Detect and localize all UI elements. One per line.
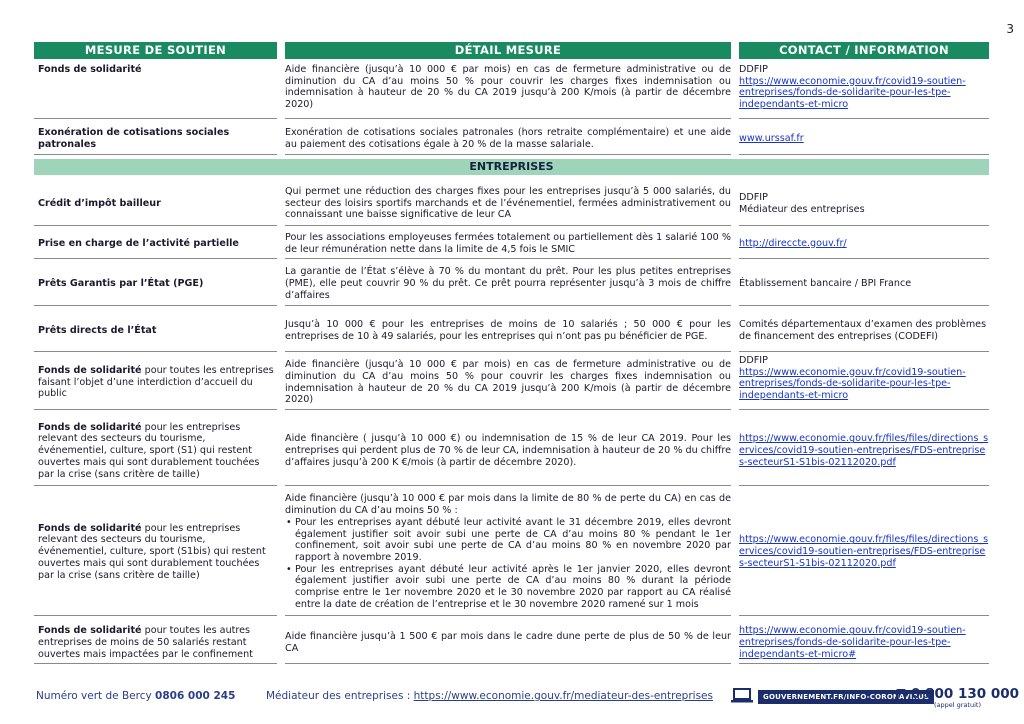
table-row [34,622,989,664]
detail-cell: Aide financière jusqu’à 1 500 € par mois dans le cadre dune perte de plus de 50 % de leur CA [285,631,731,654]
phone-number: 0 800 130 000 [911,686,1020,702]
mesure-cell: Fonds de solidarité pour toutes les autres entreprises de moins de 50 salariés restant ouvertes mais impactées par le confinement [38,625,253,660]
contact-cell: Établissement bancaire / BPI France [739,278,912,290]
table-row [34,355,989,410]
fonds-solidarite-link[interactable]: https://www.economie.gouv.fr/covid19-soutien-entreprises/fonds-de-solidarite-pour-les-tpe-independants-et-micro [739,366,966,402]
table-row [34,309,989,352]
detail-cell: Aide financière (jusqu’à 10 000 € par mois) en cas de fermeture administrative ou de diminution du CA d’au moins 50 % pour couvrir les charges fixes indemnisation ou indemnisation à hauteur de 20 % du CA 2019 jusqu’à 200 K/mois (à partir de décembre 2020) [285,359,731,406]
contact-cell: DDFIP Médiateur des entreprises [739,191,865,215]
detail-cell: Aide financière (jusqu’à 10 000 € par mois) en cas de fermeture administrative ou de diminution du CA d’au moins 50 % pour couvrir les charges fixes indemnisation ou indemnisation à hauteur de 20 % du CA 2019 jusqu’à 200 K/mois (à partir de décembre 2020) [285,64,731,111]
urssaf-link[interactable]: www.urssaf.fr [739,132,804,144]
fonds-solidarite-link[interactable]: https://www.economie.gouv.fr/covid19-soutien-entreprises/fonds-de-solidarite-pour-les-tpe-independants-et-micro# [739,625,966,660]
header-contact: CONTACT / INFORMATION [739,42,989,59]
detail-cell: La garantie de l’État s’élève à 70 % du montant du prêt. Pour les plus petites entreprises (PME), elle peut couvrir 90 % du prêt. Ce prêt pourra représenter jusqu’à 3 mois de chiffre d’affaires [285,266,731,301]
table-row [34,488,989,616]
mesure-cell: Crédit d’impôt bailleur [38,197,161,209]
mesure-cell: Prêts directs de l’État [38,324,157,336]
mesure-cell: Exonération de cotisations sociales patronales [38,126,230,150]
contact-cell: DDFIP https://www.economie.gouv.fr/covid19-soutien-entreprises/fonds-de-solidarite-pour-les-tpe-independants-et-micro [739,64,989,119]
table-row [34,122,989,155]
page-number: 3 [1006,22,1014,36]
contact-cell: DDFIP https://www.economie.gouv.fr/covid19-soutien-entreprises/fonds-de-solidarite-pour-les-tpe-independants-et-micro [739,355,989,410]
header-mesure: MESURE DE SOUTIEN [34,42,277,59]
section-band-entreprises: ENTREPRISES [34,159,989,175]
phone-sub: (appel gratuit) [934,701,981,709]
detail-cell: Aide financière (jusqu’à 10 000 € par mois dans la limite de 80 % de perte du CA) en cas de diminution du CA d’au moins 50 % : • Pour les entreprises ayant débuté leur activité avant le 31 décembre 2019, elles devront également justifier soit avoir subi une perte de CA d’au moins 80 % pendant le 1er confinement, soit avoir subi une perte de CA d’au moins 80 % en novembre 2020 par rapport à novembre 2019. • Pour les entreprises ayant débuté leur activité après le 1er janvier 2020, elles devront également justifier avoir subi une perte de CA d’au moins 80 % durant la période comprise entre le 1er novembre 2020 et le 30 novembre 2020 par rapport au CA réalisé entre la date de création de l’entreprise et le 30 novembre 2020 ramené sur 1 mois [285,488,731,616]
mesure-cell: Prêts Garantis par l’État (PGE) [38,278,204,290]
contact-cell [739,122,989,155]
laptop-icon [731,688,753,703]
detail-cell: Qui permet une réduction des charges fixes pour les entreprises jusqu’à 5 000 salariés, du secteur des loisirs sportifs marchands et de l’événementiel, fermées administrativement ou connaissant une baisse significative de leur CA [285,185,731,221]
contact-cell [739,488,989,616]
table-row [34,416,989,486]
gov-badge: GOUVERNEMENT.FR/INFO-CORONAVIRUS [758,690,934,704]
phone-icon [896,689,906,704]
table-row [34,262,989,306]
table-row [34,64,989,119]
contact-cell: Comités départementaux d’examen des problèmes de financement des entreprises (CODEFI) [739,318,987,342]
mesure-cell: Fonds de solidarité pour les entreprises relevant des secteurs du tourisme, événementiel, culture, sport (S1) qui restent ouvertes mais qui sont durablement touchées par la crise (sans critère de taille) [38,421,260,480]
table-row [34,181,989,226]
mesure-cell: Prise en charge de l’activité partielle [38,237,239,249]
table-row [34,228,989,259]
mediateur: Médiateur des entreprises : https://www.economie.gouv.fr/mediateur-des-entreprises [266,690,713,702]
detail-cell: Aide financière ( jusqu’à 10 000 €) ou indemnisation de 15 % de leur CA 2019. Pour les entreprises qui perdent plus de 70 % de leur CA, indemnisation à hauteur de 20 % du chiffre d’affaires jusqu’à 200 K €/mois (à partir de décembre 2020). [285,433,731,468]
mesure-cell: Fonds de solidarité [38,64,142,75]
numero-vert: Numéro vert de Bercy 0806 000 245 [36,690,236,702]
fds-secteur-link[interactable]: https://www.economie.gouv.fr/files/files/directions_services/covid19-soutien-entreprises/FDS-entreprises-secteurS1-S1bis-02112020.pdf [739,433,989,468]
fds-secteur-link[interactable]: https://www.economie.gouv.fr/files/files/directions_services/covid19-soutien-entreprises/FDS-entreprises-secteurS1-S1bis-02112020.pdf [739,534,989,569]
contact-cell [739,416,989,486]
detail-cell: Jusqu’à 10 000 € pour les entreprises de moins de 10 salariés ; 50 000 € pour les entreprises de 10 à 49 salariés, pour les entreprises qui n’ont pas pu bénéficier de PGE. [285,318,731,342]
contact-cell [739,228,989,259]
detail-cell: Pour les associations employeuses fermées totalement ou partiellement dès 1 salarié 100 % de leur rémunération nette dans la limite de 4,5 fois le SMIC [285,231,731,255]
detail-cell: Exonération de cotisations sociales patronales (hors retraite complémentaire) et une aide au paiement des cotisations égale à 20 % de la masse salariale. [285,126,731,150]
mediateur-link[interactable]: https://www.economie.gouv.fr/mediateur-des-entreprises [413,690,713,702]
contact-cell [739,622,989,664]
mesure-cell: Fonds de solidarité pour toutes les entreprises faisant l’objet d’une interdiction d’accueil du public [38,364,274,400]
header-detail: DÉTAIL MESURE [285,42,731,59]
fonds-solidarite-link[interactable]: https://www.economie.gouv.fr/covid19-soutien-entreprises/fonds-de-solidarite-pour-les-tpe-independants-et-micro [739,75,966,111]
mesure-cell: Fonds de solidarité pour les entreprises relevant des secteurs du tourisme, événementiel, culture, sport (S1bis) qui restent ouvertes mais qui sont durablement touchées par la crise (sans critère de taille) [38,522,266,581]
direccte-link[interactable]: http://direccte.gouv.fr/ [739,237,847,249]
